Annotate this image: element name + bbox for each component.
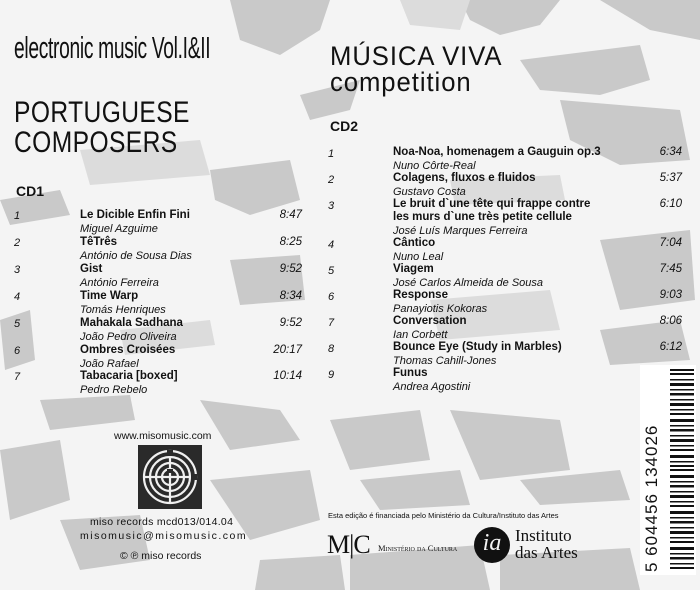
funding-note: Esta edição é financiada pelo Ministério da Cultura/Instituto das Artes: [328, 511, 559, 520]
track-duration: 8:34: [279, 290, 302, 302]
track-title: Mahakala Sadhana: [80, 317, 183, 329]
track-composer: Nuno Leal: [393, 251, 444, 263]
track-composer: João Rafael: [80, 358, 139, 370]
instituto-line-2: das Artes: [515, 543, 578, 562]
track-title: Noa-Noa, homenagem a Gauguin op.3: [393, 146, 601, 158]
email-link[interactable]: misomusic@misomusic.com: [80, 530, 248, 542]
track-composer: João Pedro Oliveira: [80, 331, 177, 343]
website-link[interactable]: www.misomusic.com: [114, 430, 212, 442]
track-number: 5: [328, 265, 335, 277]
track-title: Gist: [80, 263, 103, 275]
ia-logo: [474, 527, 510, 563]
track-composer: José Luís Marques Ferreira: [393, 225, 528, 237]
track-duration: 8:47: [279, 209, 302, 221]
track-title: Time Warp: [80, 290, 139, 302]
track-title: Ombres Croisées: [80, 344, 176, 356]
track-duration: 9:52: [279, 263, 302, 275]
copyright: © ℗ miso records: [120, 550, 202, 562]
cd2-label: CD2: [330, 118, 359, 134]
track-duration: 6:34: [659, 146, 682, 158]
track-composer: Thomas Cahill-Jones: [393, 355, 497, 367]
track-number: 1: [328, 148, 335, 160]
competition-title: [330, 43, 502, 95]
labyrinth-icon: [138, 445, 202, 509]
track-number: 3: [328, 200, 335, 212]
track-number: 2: [14, 237, 21, 249]
track-duration: 5:37: [659, 172, 682, 184]
track-composer: Nuno Côrte-Real: [393, 160, 476, 172]
subtitle-line-2: COMPOSERS: [14, 126, 178, 159]
miso-logo: [138, 445, 202, 509]
track-number: 7: [14, 371, 21, 383]
track-title: Funus: [393, 367, 428, 379]
ia-logo-text: ia: [482, 530, 502, 556]
ministry-name: Ministério da Cultura: [378, 543, 458, 553]
instituto-name: [515, 527, 578, 561]
track-composer: Andrea Agostini: [393, 381, 471, 393]
track-composer: Pedro Rebelo: [80, 384, 148, 396]
track-title: Le Dicible Enfin Fini: [80, 209, 190, 221]
track-duration: 8:25: [279, 236, 302, 248]
track-composer: Panayiotis Kokoras: [393, 303, 488, 315]
track-title: Response: [393, 289, 448, 301]
track-number: 6: [328, 291, 335, 303]
track-duration: 10:14: [273, 370, 302, 382]
competition-title-line-1: MÚSICA VIVA: [330, 41, 503, 71]
track-composer: José Carlos Almeida de Sousa: [393, 277, 544, 289]
track-number: 6: [14, 345, 21, 357]
track-number: 8: [328, 343, 335, 355]
track-duration: 6:12: [659, 341, 682, 353]
track-duration: 20:17: [273, 344, 302, 356]
instituto-line-1: Instituto: [515, 526, 572, 545]
track-duration: 6:10: [659, 198, 682, 210]
track-title: Cântico: [393, 237, 436, 249]
track-composer: Gustavo Costa: [393, 186, 466, 198]
track-number: 9: [328, 369, 335, 381]
track-title: Bounce Eye (Study in Marbles): [393, 341, 562, 353]
track-composer: Tomás Henriques: [80, 304, 166, 316]
mc-logo: M|C: [327, 530, 370, 559]
track-number: 7: [328, 317, 335, 329]
track-number: 3: [14, 264, 21, 276]
track-number: 4: [328, 239, 335, 251]
track-duration: 9:52: [279, 317, 302, 329]
track-title-continued: les murs d`une très petite cellule: [393, 211, 572, 223]
subtitle-block: [14, 98, 190, 158]
track-title: Tabacaria [boxed]: [80, 370, 178, 382]
track-number: 1: [14, 210, 21, 222]
label-catalog: miso records mcd013/014.04: [90, 516, 234, 528]
track-number: 4: [14, 291, 21, 303]
track-title: Conversation: [393, 315, 467, 327]
track-duration: 8:06: [659, 315, 682, 327]
track-number: 2: [328, 174, 335, 186]
track-duration: 7:45: [659, 263, 682, 275]
track-duration: 7:04: [659, 237, 682, 249]
competition-title-line-2: competition: [330, 67, 472, 97]
track-title: Le bruit d`une tête qui frappe contre: [393, 198, 591, 210]
subtitle-line-1: PORTUGUESE: [14, 96, 190, 129]
album-title: electronic music Vol.I&II: [14, 30, 211, 65]
track-composer: António Ferreira: [80, 277, 159, 289]
track-composer: Ian Corbett: [393, 329, 448, 341]
track-composer: Miguel Azguime: [80, 223, 158, 235]
track-title: Colagens, fluxos e fluidos: [393, 172, 536, 184]
track-composer: António de Sousa Dias: [80, 250, 192, 262]
cd1-label: CD1: [16, 183, 45, 199]
track-title: Viagem: [393, 263, 434, 275]
barcode-digits: 5 604456 134026: [642, 424, 661, 572]
track-duration: 9:03: [659, 289, 682, 301]
track-number: 5: [14, 318, 21, 330]
track-title: TêTrês: [80, 236, 118, 248]
